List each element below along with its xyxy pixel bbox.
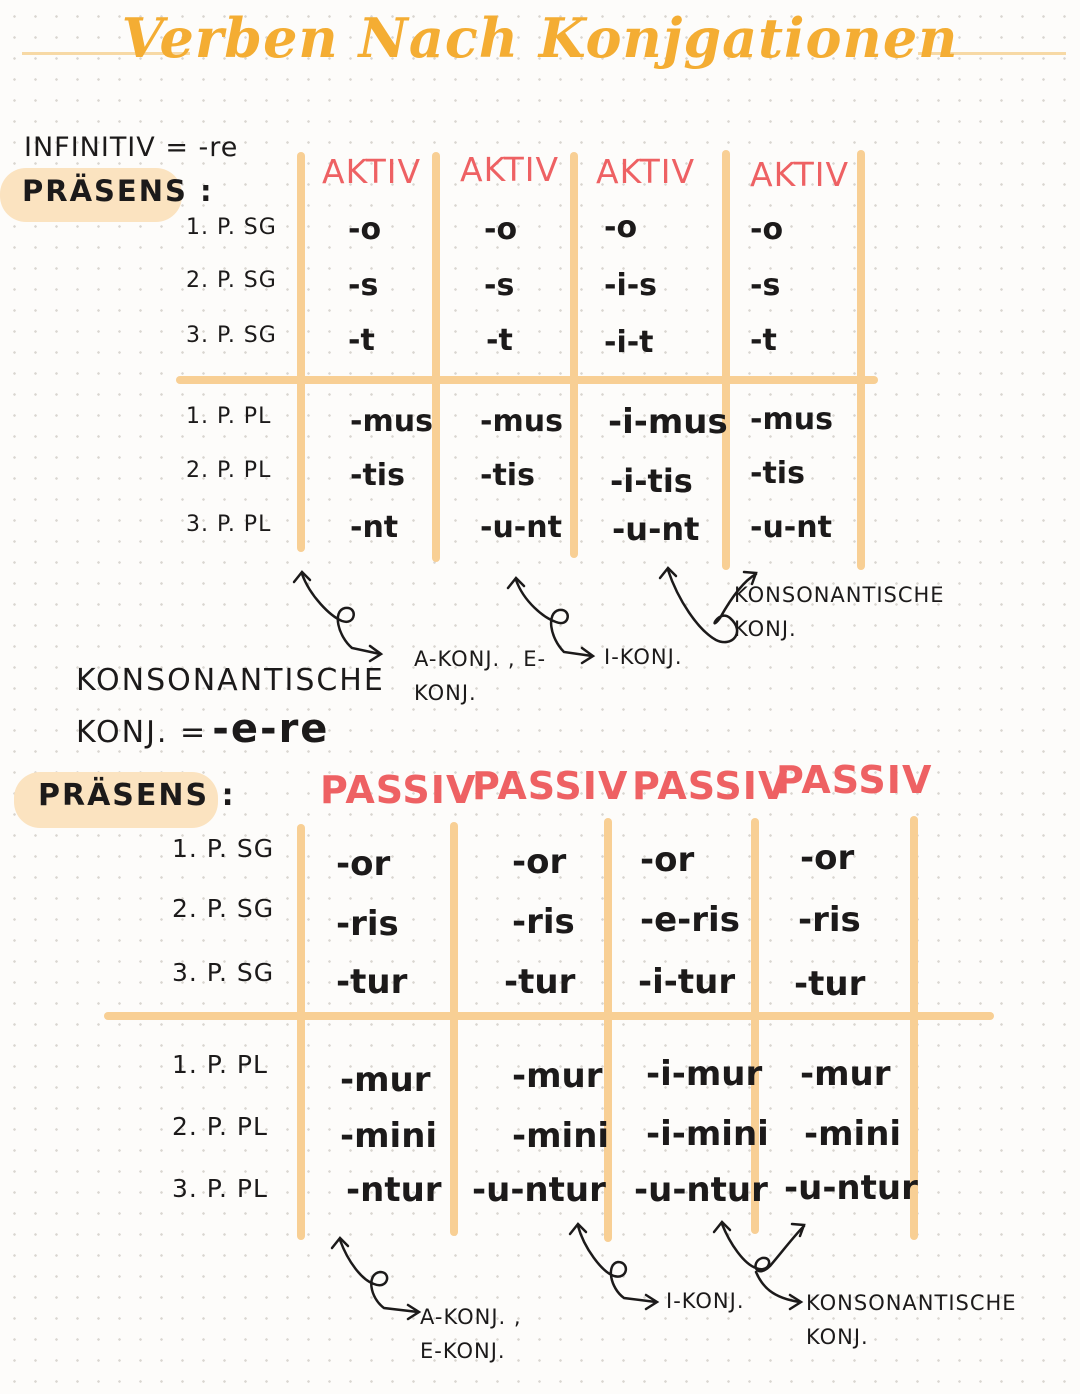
- column-header-passiv: PASSIV: [320, 768, 477, 812]
- table-cell: -tis: [750, 456, 805, 491]
- column-header-aktiv: AKTIV: [322, 152, 422, 191]
- loop-arrow-icon: [566, 1218, 666, 1318]
- table-cell: -mur: [340, 1060, 431, 1100]
- column-header-aktiv: AKTIV: [460, 150, 560, 189]
- table-cell: -or: [800, 838, 855, 878]
- row-label: 1. P. PL: [172, 1050, 268, 1079]
- grid-vline: [722, 150, 730, 570]
- note-line: A-KONJ. ,: [420, 1305, 522, 1329]
- table-cell: -nt: [350, 510, 399, 545]
- table-cell: -u-nt: [750, 510, 832, 545]
- kons-konj-infinitiv: [76, 706, 329, 752]
- note-i-konj: I-KONJ.: [604, 645, 683, 669]
- column-header-aktiv: AKTIV: [596, 152, 696, 191]
- table-cell: -ris: [798, 900, 861, 940]
- table-cell: -tis: [480, 458, 535, 493]
- grid-vline: [297, 824, 305, 1240]
- table-cell: -t: [348, 323, 375, 358]
- table-cell: -mini: [340, 1116, 438, 1156]
- table-cell: -mus: [750, 402, 833, 437]
- table-cell: -u-ntur: [472, 1170, 606, 1210]
- note-a-konj: [420, 1300, 522, 1368]
- table-cell: -o: [348, 212, 382, 247]
- row-label: 3. P. SG: [172, 958, 275, 987]
- table-cell: -tis: [350, 458, 405, 493]
- table-cell: -mus: [480, 404, 563, 439]
- table-cell: -i-tur: [638, 962, 736, 1002]
- page-title: Verben Nach Konjgationen: [121, 6, 959, 70]
- table-cell: -tur: [504, 962, 576, 1002]
- table-cell: -t: [486, 323, 513, 358]
- table-cell: -u-ntur: [784, 1168, 918, 1208]
- note-i-konj: I-KONJ.: [666, 1289, 745, 1313]
- table-cell: -ntur: [346, 1170, 442, 1210]
- table-cell: -o: [604, 210, 638, 245]
- table-cell: -ris: [512, 902, 575, 942]
- note-line: KONJ.: [414, 681, 477, 705]
- kons-konj-value: -e-re: [212, 706, 330, 752]
- column-header-passiv: PASSIV: [776, 758, 933, 802]
- table-cell: -i-s: [604, 268, 658, 303]
- grid-hline: [176, 376, 878, 384]
- table-cell: -mur: [512, 1056, 603, 1096]
- praesens-label-1: PRÄSENS :: [22, 174, 214, 208]
- grid-vline: [432, 152, 440, 562]
- table-cell: -ris: [336, 904, 399, 944]
- note-a-konj: [414, 642, 546, 710]
- row-label: 2. P. PL: [172, 1112, 268, 1141]
- table-cell: -tur: [336, 962, 408, 1002]
- table-cell: -mini: [804, 1114, 902, 1154]
- table-cell: -o: [750, 212, 784, 247]
- table-cell: -u-nt: [480, 510, 562, 545]
- table-cell: -e-ris: [640, 900, 740, 940]
- row-label: 1. P. PL: [186, 404, 272, 429]
- note-line: KONSONANTISCHE: [734, 583, 945, 607]
- row-label: 2. P. SG: [186, 268, 277, 293]
- table-cell: -i-t: [604, 325, 654, 360]
- table-cell: -s: [348, 268, 379, 303]
- row-label: 3. P. PL: [172, 1174, 268, 1203]
- row-label: 3. P. PL: [186, 512, 272, 537]
- grid-vline: [857, 150, 865, 570]
- kons-konj-prefix: KONJ. =: [76, 715, 208, 750]
- column-header-aktiv: AKTIV: [750, 155, 850, 194]
- table-cell: -i-mini: [646, 1114, 769, 1154]
- grid-hline: [104, 1012, 994, 1020]
- note-line: KONJ.: [806, 1325, 869, 1349]
- loop-arrow-icon: [290, 566, 390, 666]
- note-line: KONJ.: [734, 617, 797, 641]
- loop-arrow-icon: [328, 1232, 428, 1322]
- grid-vline: [450, 822, 458, 1236]
- table-cell: -or: [336, 844, 391, 884]
- note-line: E-KONJ.: [420, 1339, 506, 1363]
- note-line: KONSONANTISCHE: [806, 1291, 1017, 1315]
- table-cell: -or: [512, 842, 567, 882]
- table-cell: -s: [750, 268, 781, 303]
- column-header-passiv: PASSIV: [632, 764, 789, 808]
- table-cell: -mur: [800, 1054, 891, 1094]
- table-cell: -u-ntur: [634, 1170, 768, 1210]
- row-label: 2. P. SG: [172, 894, 275, 923]
- infinitiv-label: INFINITIV = -re: [24, 132, 239, 163]
- table-cell: -i-mus: [608, 402, 728, 442]
- table-cell: -s: [484, 268, 515, 303]
- table-cell: -i-mur: [646, 1054, 763, 1094]
- table-cell: -t: [750, 323, 777, 358]
- table-cell: -tur: [794, 964, 866, 1004]
- row-label: 3. P. SG: [186, 323, 277, 348]
- column-header-passiv: PASSIV: [472, 764, 629, 808]
- grid-vline: [570, 152, 578, 558]
- praesens-label-2: PRÄSENS :: [38, 778, 236, 813]
- note-kons-konj: [806, 1286, 1017, 1354]
- note-kons-konj: [734, 578, 945, 646]
- row-label: 1. P. SG: [172, 834, 275, 863]
- table-cell: -o: [484, 212, 518, 247]
- table-cell: -mini: [512, 1116, 610, 1156]
- table-cell: -mus: [350, 404, 433, 439]
- kons-konj-heading: KONSONANTISCHE: [76, 663, 385, 698]
- table-cell: -i-tis: [610, 462, 693, 500]
- grid-vline: [297, 152, 305, 552]
- table-cell: -u-nt: [612, 510, 700, 548]
- row-label: 1. P. SG: [186, 215, 277, 240]
- note-line: A-KONJ. , E-: [414, 647, 547, 671]
- row-label: 2. P. PL: [186, 458, 272, 483]
- table-cell: -or: [640, 840, 695, 880]
